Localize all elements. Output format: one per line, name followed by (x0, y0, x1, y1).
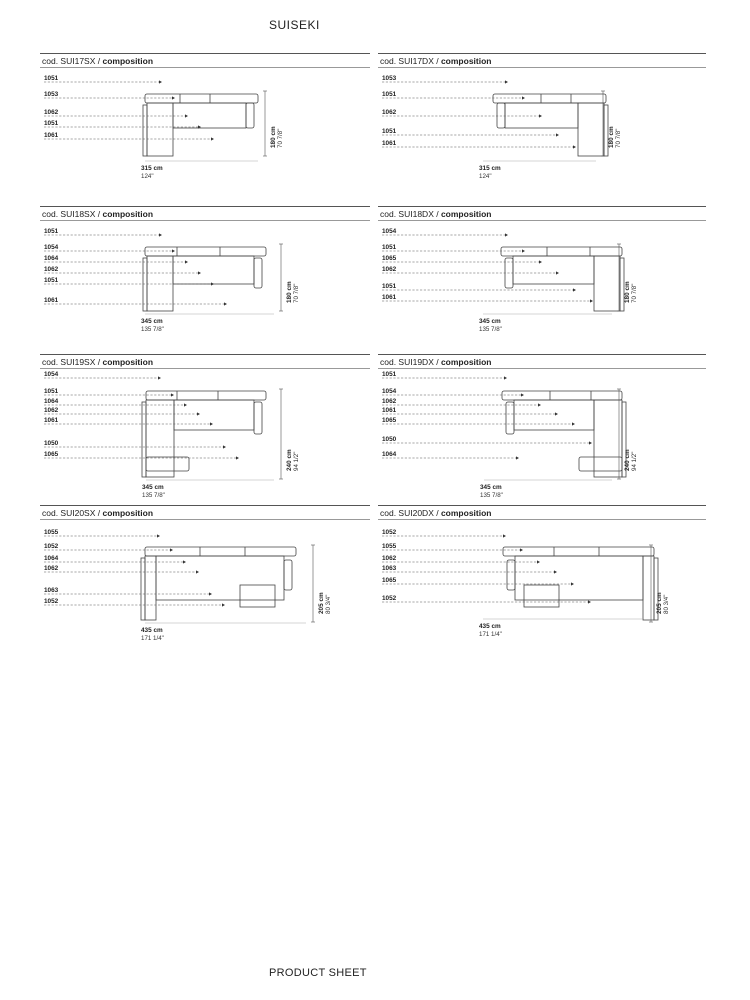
width-cm-label: 345 cm (142, 484, 164, 491)
sofa-composition-diagram (378, 53, 708, 203)
chaise-shape (594, 400, 622, 477)
module-code: 1053 (382, 75, 397, 82)
arrowhead (588, 600, 591, 603)
pouf-shape (240, 585, 275, 607)
armrest-shape (497, 103, 505, 128)
module-code: 1051 (44, 277, 59, 284)
width-in-label: 124" (141, 173, 154, 180)
width-cm-label: 345 cm (141, 318, 163, 325)
composition-word: composition (440, 357, 492, 367)
width-in-label: 171 1/4" (141, 635, 164, 642)
sofa-composition-diagram (40, 505, 370, 655)
module-code: 1061 (44, 297, 59, 304)
module-code: 1050 (44, 440, 59, 447)
depth-in-label: 94 1/2" (293, 451, 300, 471)
composition-word: composition (102, 209, 154, 219)
module-code: 1055 (382, 543, 397, 550)
module-code: 1065 (382, 255, 397, 262)
module-code: 1051 (44, 120, 59, 127)
armrest-shape (284, 560, 292, 590)
chaise-shape (147, 256, 173, 311)
depth-cm-label: 180 cm (270, 126, 277, 148)
depth-in-label: 80 3/4" (663, 594, 670, 614)
arrowhead (538, 403, 541, 406)
composition-word: composition (102, 56, 154, 66)
chaise-shape (146, 400, 174, 477)
document-footer: PRODUCT SHEET (269, 967, 367, 979)
arrowhead (589, 441, 592, 444)
chaise-shape (145, 556, 156, 620)
module-code: 1062 (382, 266, 397, 273)
backrest-shape (145, 94, 258, 103)
composition-word: composition (440, 56, 492, 66)
arrowhead (505, 80, 508, 83)
width-cm-label: 345 cm (479, 318, 501, 325)
arrowhead (196, 570, 199, 573)
width-cm-label: 345 cm (480, 484, 502, 491)
arrowhead (539, 114, 542, 117)
depth-in-label: 70 7/8" (277, 128, 284, 148)
depth-cm-label: 205 cm (318, 592, 325, 614)
module-code: 1063 (44, 587, 59, 594)
arrowhead (224, 302, 227, 305)
module-code: 1052 (382, 595, 397, 602)
arrowhead (573, 145, 576, 148)
arrowhead (556, 271, 559, 274)
arrowhead (236, 456, 239, 459)
arrowhead (158, 376, 161, 379)
width-in-label: 135 7/8" (142, 492, 165, 499)
sofa-composition-diagram (378, 505, 708, 655)
module-code: 1064 (44, 398, 59, 405)
side-arm-shape (141, 558, 145, 620)
seat-shape (156, 556, 284, 600)
arrowhead (555, 412, 558, 415)
arrowhead (171, 393, 174, 396)
armrest-shape (506, 402, 514, 434)
seat-shape (514, 400, 594, 430)
module-code: 1055 (44, 529, 59, 536)
seat-shape (173, 103, 246, 128)
module-code: 1063 (382, 565, 397, 572)
armrest-shape (254, 402, 262, 434)
arrowhead (554, 570, 557, 573)
sofa-composition-diagram (40, 206, 370, 356)
arrowhead (537, 560, 540, 563)
width-cm-label: 435 cm (141, 627, 163, 634)
depth-cm-label: 240 cm (624, 449, 631, 471)
arrowhead (170, 548, 173, 551)
pouf-shape (524, 585, 559, 607)
arrowhead (183, 560, 186, 563)
module-code: 1051 (382, 371, 397, 378)
chaise-shape (578, 103, 604, 156)
arrowhead (211, 282, 214, 285)
composition-code: cod. SUI20DX / (380, 508, 441, 518)
backrest-shape (503, 547, 654, 556)
backrest-shape (145, 547, 296, 556)
ottoman-shape (579, 457, 622, 471)
module-code: 1051 (382, 244, 397, 251)
arrowhead (522, 249, 525, 252)
arrowhead (573, 288, 576, 291)
sofa-composition-diagram (378, 206, 708, 356)
side-arm-shape (143, 105, 147, 156)
armrest-shape (507, 560, 515, 590)
module-code: 1062 (382, 555, 397, 562)
arrowhead (522, 96, 525, 99)
module-code: 1051 (44, 75, 59, 82)
ottoman-shape (146, 457, 189, 471)
width-cm-label: 315 cm (479, 165, 501, 172)
composition-code: cod. SUI18SX / (42, 209, 103, 219)
arrowhead (197, 412, 200, 415)
width-cm-label: 435 cm (479, 623, 501, 630)
arrowhead (157, 534, 160, 537)
module-code: 1062 (44, 407, 59, 414)
backrest-shape (493, 94, 606, 103)
depth-cm-label: 240 cm (286, 449, 293, 471)
chaise-shape (643, 556, 654, 620)
seat-shape (515, 556, 643, 600)
document-title: SUISEKI (269, 18, 320, 32)
composition-word: composition (440, 209, 492, 219)
composition-code: cod. SUI18DX / (380, 209, 441, 219)
seat-shape (173, 256, 254, 284)
module-code: 1053 (44, 91, 59, 98)
sofa-composition-diagram (40, 53, 370, 203)
arrowhead (210, 422, 213, 425)
module-code: 1064 (44, 255, 59, 262)
module-code: 1054 (44, 244, 59, 251)
arrowhead (211, 137, 214, 140)
arrowhead (539, 260, 542, 263)
arrowhead (590, 299, 593, 302)
depth-in-label: 70 7/8" (631, 283, 638, 303)
arrowhead (209, 592, 212, 595)
module-code: 1062 (382, 109, 397, 116)
backrest-shape (501, 247, 622, 256)
arrowhead (223, 445, 226, 448)
module-code: 1054 (382, 388, 397, 395)
width-in-label: 124" (479, 173, 492, 180)
arrowhead (172, 96, 175, 99)
arrowhead (503, 534, 506, 537)
arrowhead (505, 233, 508, 236)
module-code: 1064 (44, 555, 59, 562)
module-code: 1065 (382, 577, 397, 584)
module-code: 1061 (382, 407, 397, 414)
module-code: 1061 (382, 294, 397, 301)
composition-code: cod. SUI17DX / (380, 56, 441, 66)
module-code: 1054 (382, 228, 397, 235)
module-code: 1062 (382, 398, 397, 405)
depth-in-label: 70 7/8" (615, 128, 622, 148)
module-code: 1052 (44, 543, 59, 550)
depth-cm-label: 180 cm (624, 281, 631, 303)
module-code: 1051 (44, 228, 59, 235)
backrest-shape (502, 391, 622, 400)
arrowhead (159, 233, 162, 236)
arrowhead (185, 114, 188, 117)
width-in-label: 171 1/4" (479, 631, 502, 638)
composition-word: composition (102, 508, 154, 518)
backrest-shape (146, 391, 266, 400)
module-code: 1065 (44, 451, 59, 458)
module-code: 1051 (382, 128, 397, 135)
module-code: 1061 (44, 132, 59, 139)
depth-cm-label: 180 cm (286, 281, 293, 303)
armrest-shape (254, 258, 262, 288)
chaise-shape (594, 256, 620, 311)
width-in-label: 135 7/8" (480, 492, 503, 499)
composition-code: cod. SUI19DX / (380, 357, 441, 367)
arrowhead (572, 422, 575, 425)
seat-shape (513, 256, 594, 284)
arrowhead (198, 271, 201, 274)
arrowhead (571, 582, 574, 585)
arrowhead (184, 403, 187, 406)
composition-code: cod. SUI20SX / (42, 508, 103, 518)
module-code: 1052 (382, 529, 397, 536)
side-arm-shape (143, 258, 147, 311)
composition-code: cod. SUI17SX / (42, 56, 103, 66)
module-code: 1051 (44, 388, 59, 395)
width-cm-label: 315 cm (141, 165, 163, 172)
sofa-composition-diagram (40, 354, 370, 504)
depth-cm-label: 205 cm (656, 592, 663, 614)
module-code: 1064 (382, 451, 397, 458)
arrowhead (185, 260, 188, 263)
arrowhead (520, 548, 523, 551)
arrowhead (222, 603, 225, 606)
width-in-label: 135 7/8" (479, 326, 502, 333)
width-in-label: 135 7/8" (141, 326, 164, 333)
module-code: 1051 (382, 91, 397, 98)
seat-shape (505, 103, 578, 128)
depth-in-label: 70 7/8" (293, 283, 300, 303)
armrest-shape (246, 103, 254, 128)
module-code: 1054 (44, 371, 59, 378)
module-code: 1062 (44, 266, 59, 273)
module-code: 1061 (382, 140, 397, 147)
module-code: 1052 (44, 598, 59, 605)
backrest-shape (145, 247, 266, 256)
arrowhead (172, 249, 175, 252)
arrowhead (159, 80, 162, 83)
sofa-composition-diagram (378, 354, 708, 504)
composition-word: composition (440, 508, 492, 518)
module-code: 1061 (44, 417, 59, 424)
depth-cm-label: 180 cm (608, 126, 615, 148)
depth-in-label: 94 1/2" (631, 451, 638, 471)
composition-code: cod. SUI19SX / (42, 357, 103, 367)
module-code: 1051 (382, 283, 397, 290)
arrowhead (504, 376, 507, 379)
module-code: 1065 (382, 417, 397, 424)
depth-in-label: 80 3/4" (325, 594, 332, 614)
composition-word: composition (102, 357, 154, 367)
arrowhead (521, 393, 524, 396)
module-code: 1062 (44, 565, 59, 572)
chaise-shape (147, 103, 173, 156)
arrowhead (516, 456, 519, 459)
module-code: 1050 (382, 436, 397, 443)
arrowhead (556, 133, 559, 136)
module-code: 1062 (44, 109, 59, 116)
side-arm-shape (142, 402, 146, 477)
